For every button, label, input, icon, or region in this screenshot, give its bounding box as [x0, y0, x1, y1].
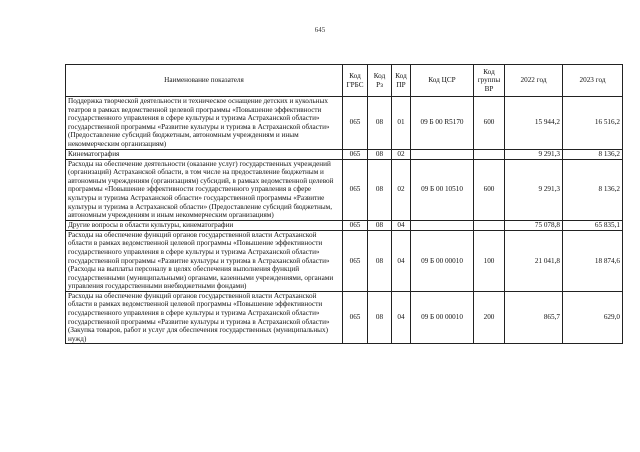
row-grbs: 065: [343, 149, 368, 159]
row-amount-2023: 8 136,2: [563, 149, 623, 159]
row-rz: 08: [368, 97, 392, 150]
row-pr: 04: [392, 291, 411, 344]
table-row: [66, 97, 623, 150]
page-number: 645: [314, 26, 326, 34]
header-grbs-code: Код ГРБС: [343, 65, 368, 97]
row-vr: 200: [474, 291, 505, 344]
header-pr-code: Код ПР: [392, 65, 411, 97]
row-pr: 02: [392, 159, 411, 220]
table-row: [66, 149, 623, 159]
header-csr-code: Код ЦСР: [411, 65, 474, 97]
row-indicator-name: Другие вопросы в области культуры, кинематографии: [66, 220, 343, 230]
row-vr: 600: [474, 97, 505, 150]
row-grbs: 065: [343, 97, 368, 150]
row-amount-2022: 75 078,8: [505, 220, 563, 230]
row-rz: 08: [368, 220, 392, 230]
row-csr: 09 Б 00 R5170: [411, 97, 474, 150]
header-indicator-name: Наименование показателя: [66, 65, 343, 97]
row-csr: 09 Б 00 00010: [411, 291, 474, 344]
row-csr: [411, 220, 474, 230]
row-pr: 04: [392, 220, 411, 230]
row-indicator-name: Расходы на обеспечение функций органов государственной власти Астраханской области в рамках ведомственной целевой программы «Повышение эффективности государственного управления в сфере культуры и туризма Астраханской области» государственной программы «Развитие культуры и туризма в Астраханской области» (Расходы на выплаты персоналу в целях обеспечения выполнения функций государственными (муниципальными) органами, казенными учреждениями, органами управления государственными внебюджетными фондами): [66, 230, 343, 291]
row-amount-2023: 65 835,1: [563, 220, 623, 230]
row-amount-2022: 865,7: [505, 291, 563, 344]
row-amount-2023: 18 874,6: [563, 230, 623, 291]
row-indicator-name: Кинематография: [66, 149, 343, 159]
header-vr-group-code: Код группы ВР: [474, 65, 505, 97]
row-vr: 100: [474, 230, 505, 291]
row-rz: 08: [368, 149, 392, 159]
budget-table: [65, 64, 623, 344]
table-row: [66, 220, 623, 230]
row-csr: 09 Б 00 10510: [411, 159, 474, 220]
row-grbs: 065: [343, 159, 368, 220]
row-indicator-name: Поддержка творческой деятельности и техническое оснащение детских и кукольных театров в рамках ведомственной целевой программы «Повышение эффективности государственного управления в сфере культуры и туризма Астраханской области» государственной программы «Развитие культуры и туризма в Астраханской области» (Предоставление субсидий бюджетным, автономным учреждениям и иным некоммерческим организациям): [66, 97, 343, 150]
row-grbs: 065: [343, 220, 368, 230]
row-pr: 04: [392, 230, 411, 291]
table-header-row: [66, 65, 623, 97]
row-rz: 08: [368, 230, 392, 291]
row-amount-2023: 8 136,2: [563, 159, 623, 220]
row-csr: 09 Б 00 00010: [411, 230, 474, 291]
row-vr: [474, 149, 505, 159]
row-csr: [411, 149, 474, 159]
row-amount-2022: 9 291,3: [505, 149, 563, 159]
row-rz: 08: [368, 159, 392, 220]
row-pr: 01: [392, 97, 411, 150]
row-amount-2022: 15 944,2: [505, 97, 563, 150]
row-vr: [474, 220, 505, 230]
row-grbs: 065: [343, 230, 368, 291]
row-vr: 600: [474, 159, 505, 220]
row-indicator-name: Расходы на обеспечение деятельности (оказание услуг) государственных учреждений (организаций) Астраханской области, в том числе на предоставление бюджетным и автономным учреждениям (организациям) субсидий, в рамках ведомственной целевой программы «Повышение эффективности государственного управления в сфере культуры и туризма Астраханской области» государственной программы «Развитие культуры и туризма в Астраханской области» (Предоставление субсидий бюджетным, автономным учреждениям и иным некоммерческим организациям): [66, 159, 343, 220]
header-rz-code: Код Рз: [368, 65, 392, 97]
row-pr: 02: [392, 149, 411, 159]
table-row: [66, 159, 623, 220]
row-amount-2022: 21 041,8: [505, 230, 563, 291]
row-amount-2022: 9 291,3: [505, 159, 563, 220]
table-row: [66, 230, 623, 291]
row-grbs: 065: [343, 291, 368, 344]
table-row: [66, 291, 623, 344]
row-rz: 08: [368, 291, 392, 344]
header-year-2023: 2023 год: [563, 65, 623, 97]
header-year-2022: 2022 год: [505, 65, 563, 97]
row-amount-2023: 16 516,2: [563, 97, 623, 150]
row-indicator-name: Расходы на обеспечение функций органов государственной власти Астраханской области в рамках ведомственной целевой программы «Повышение эффективности государственного управления в сфере культуры и туризма Астраханской области» государственной программы «Развитие культуры и туризма в Астраханской области» (Закупка товаров, работ и услуг для обеспечения государственных (муниципальных) нужд): [66, 291, 343, 344]
row-amount-2023: 629,0: [563, 291, 623, 344]
